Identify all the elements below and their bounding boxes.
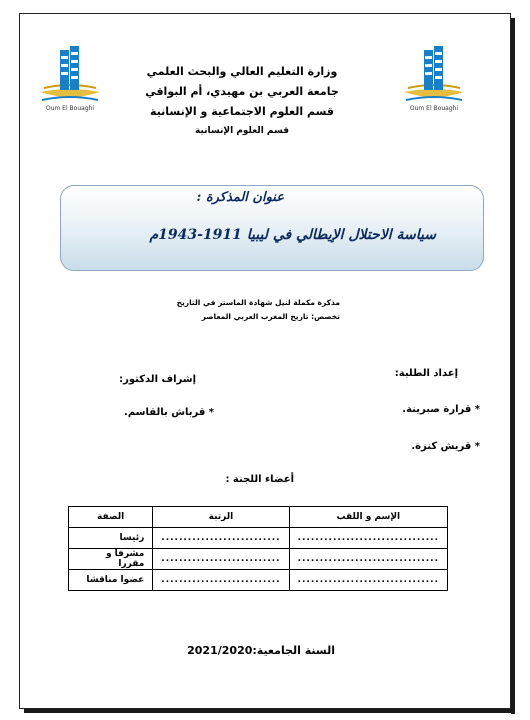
committee-heading: أعضاء اللجنة : xyxy=(225,474,294,485)
committee-header-row xyxy=(69,507,448,528)
member-role-cell: مشرفا و مقررا xyxy=(69,549,153,570)
department-name: قسم العلوم الإنسانية xyxy=(194,126,290,136)
member-name-cell: ................................ xyxy=(289,570,447,591)
university-logo-left xyxy=(34,42,106,114)
page-shadow-bottom xyxy=(24,709,515,713)
column-header-role: الصفة xyxy=(69,507,153,528)
svg-text:Oum El Bouaghi: Oum El Bouaghi xyxy=(409,105,459,112)
member-rank-cell: ........................... xyxy=(153,570,289,591)
table-row xyxy=(69,528,448,549)
page-shadow-right xyxy=(511,18,515,714)
students-heading: إعداد الطلبة: xyxy=(394,368,458,379)
student-name-2: * قريش كنزة. xyxy=(411,441,480,452)
memo-line-specialty: تخصص: تاريخ المغرب العربي المعاصر xyxy=(201,312,340,321)
student-name-1: * قرارة صبرينة. xyxy=(402,404,480,415)
academic-year: السنة الجامعية:2021/2020 xyxy=(187,644,335,657)
memo-line-degree: مذكرة مكملة لنيل شهادة الماستر في التاريخ xyxy=(176,298,340,307)
committee-table xyxy=(68,506,448,591)
member-name-cell: ................................ xyxy=(289,528,447,549)
table-row xyxy=(69,549,448,570)
supervisor-name: * قرباش بالقاسم. xyxy=(124,407,214,418)
column-header-name: الإسم و اللقب xyxy=(289,507,447,528)
university-logo-right xyxy=(398,42,470,114)
svg-text:Oum El Bouaghi: Oum El Bouaghi xyxy=(45,105,95,112)
member-role-cell: رئيسا xyxy=(69,528,153,549)
member-rank-cell: ........................... xyxy=(153,528,289,549)
thesis-title: سياسة الاحتلال الإيطالي في ليبيا 1911-1943م xyxy=(149,227,436,243)
institution-header xyxy=(132,62,352,140)
university-name: جامعة العربي بن مهيدي، أم البواقي xyxy=(145,85,339,98)
table-row xyxy=(69,570,448,591)
memo-description xyxy=(177,296,340,324)
column-header-rank: الرتبة xyxy=(153,507,289,528)
faculty-name: قسم العلوم الاجتماعية و الإنسانية xyxy=(149,105,334,118)
member-role-cell: عضوا مناقشا xyxy=(69,570,153,591)
member-rank-cell: ........................... xyxy=(153,549,289,570)
ministry-name: وزارة التعليم العالي والبحث العلمي xyxy=(146,65,338,78)
member-name-cell: ................................ xyxy=(289,549,447,570)
supervisor-heading: إشراف الدكتور: xyxy=(119,374,196,385)
title-label: عنوان المذكرة : xyxy=(196,190,284,205)
